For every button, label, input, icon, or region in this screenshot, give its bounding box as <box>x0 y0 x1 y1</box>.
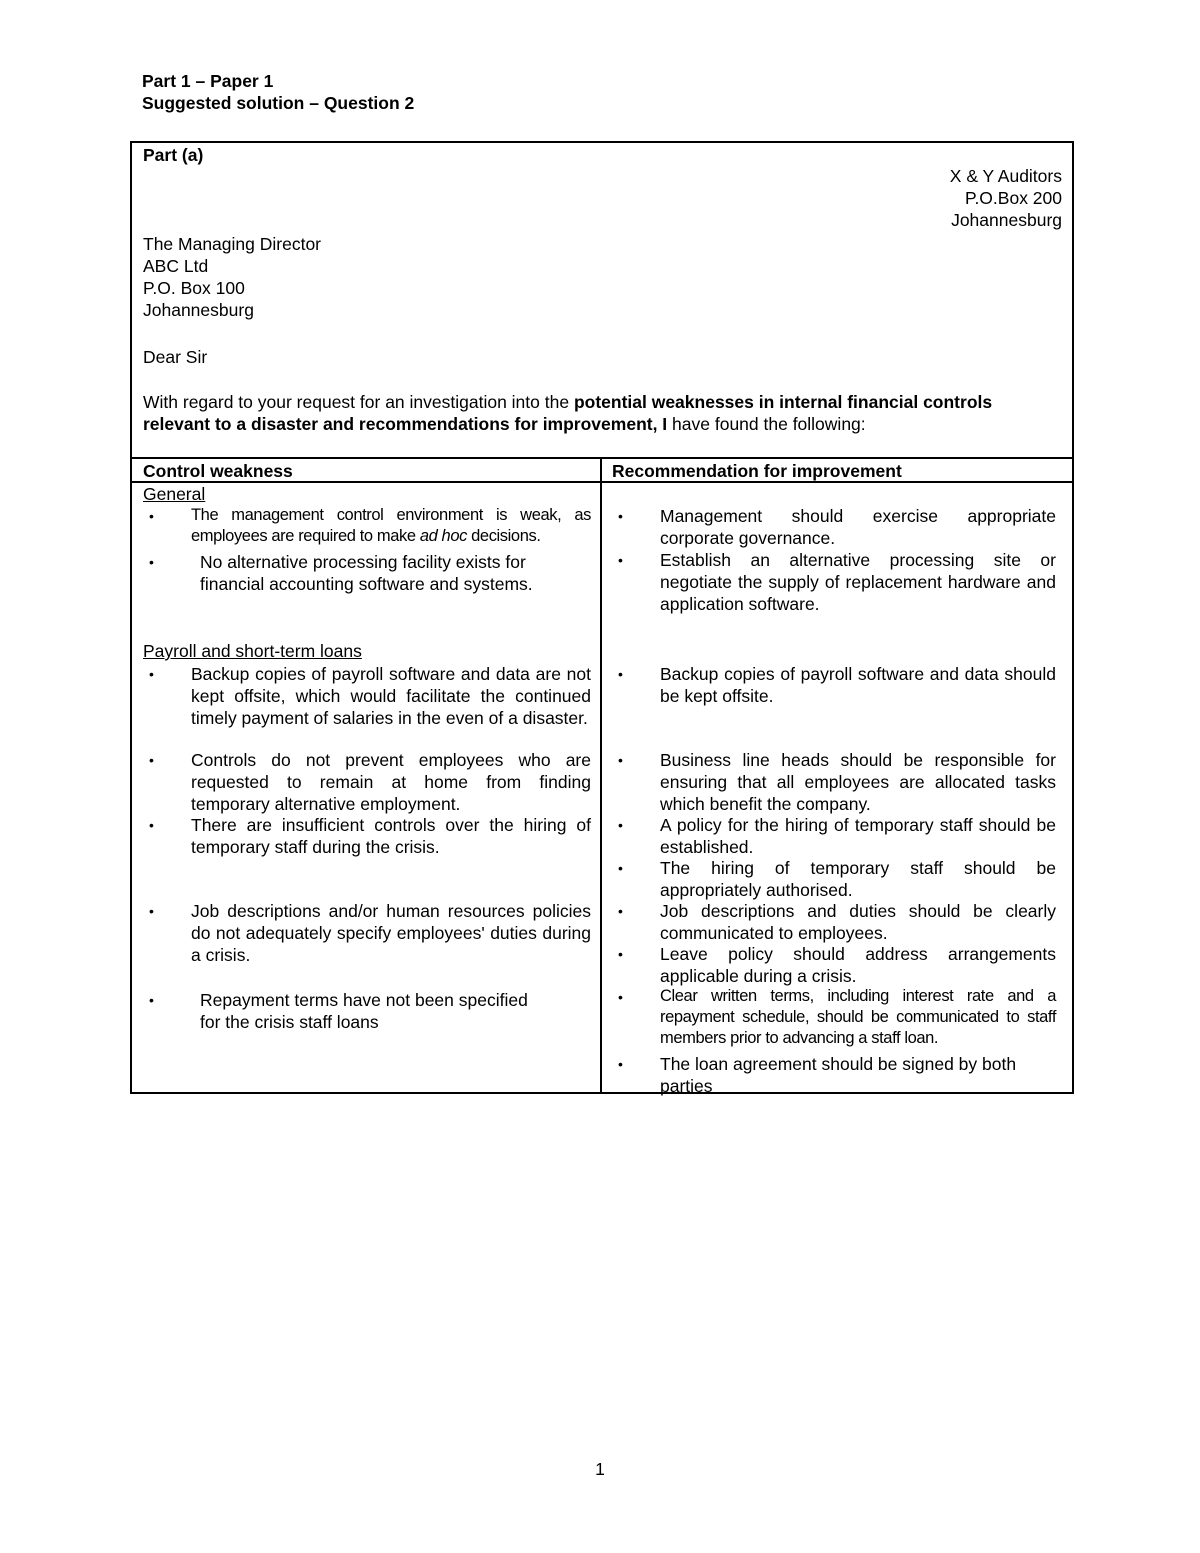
list-item <box>612 1053 1056 1097</box>
weakness-text: Backup copies of payroll software and data are not kept offsite, which would facilitate the continued timely payment of salaries in the even of a disaster. <box>191 664 591 728</box>
bullet-icon: • <box>149 903 154 919</box>
bullet-icon: • <box>149 752 154 768</box>
bullet-icon: • <box>618 946 623 962</box>
intro-bold-text: potential weaknesses in internal financial controls relevant to a disaster and recommendations for improvement, I <box>143 392 993 434</box>
table-divider-top <box>132 457 1072 459</box>
intro-text: With regard to your request for an investigation into the <box>143 392 574 412</box>
recommendation-text: Management should exercise appropriate corporate governance. <box>660 506 1056 548</box>
bullet-icon: • <box>618 903 623 919</box>
bullet-icon: • <box>618 508 623 524</box>
list-item <box>143 749 591 815</box>
bullet-icon: • <box>618 817 623 833</box>
recommendation-text: Job descriptions and duties should be clearly communicated to employees. <box>660 901 1056 943</box>
list-item <box>143 900 591 966</box>
part-label: Part (a) <box>143 145 204 165</box>
bullet-icon: • <box>618 666 623 682</box>
bullet-icon: • <box>618 860 623 876</box>
weakness-text: Job descriptions and/or human resources policies do not adequately specify employees' duties during a crisis. <box>191 901 591 965</box>
recipient-line: The Managing Director <box>143 234 321 254</box>
bullet-icon: • <box>149 508 154 524</box>
sender-line: P.O.Box 200 <box>965 188 1062 208</box>
bullet-icon: • <box>149 666 154 682</box>
list-item <box>612 900 1056 944</box>
weakness-text: Controls do not prevent employees who are requested to remain at home from finding temporary alternative employment. <box>191 750 591 814</box>
list-item <box>612 549 1056 615</box>
bullet-icon: • <box>149 554 154 570</box>
recommendation-text: Backup copies of payroll software and data should be kept offsite. <box>660 664 1056 706</box>
solution-table <box>130 141 1074 1094</box>
italic-term: ad hoc <box>419 527 467 545</box>
bullet-icon: • <box>618 552 623 568</box>
recipient-line: ABC Ltd <box>143 256 209 276</box>
recommendation-text: Establish an alternative processing site or negotiate the supply of replacement hardware and application software. <box>660 550 1056 614</box>
recipient-address <box>143 233 1062 321</box>
list-item <box>612 749 1056 815</box>
recommendation-text: Leave policy should address arrangements applicable during a crisis. <box>660 944 1056 986</box>
weakness-text: No alternative processing facility exists for financial accounting software and systems. <box>200 552 533 594</box>
recipient-line: Johannesburg <box>143 300 254 320</box>
list-item <box>143 989 591 1033</box>
list-item <box>612 505 1056 549</box>
list-item <box>612 814 1056 858</box>
recommendation-text: The loan agreement should be signed by both parties <box>660 1054 1017 1096</box>
weakness-text: The management control environment is weak, as employees are required to make ad hoc decisions. <box>191 506 591 545</box>
list-item <box>612 943 1056 987</box>
bullet-icon: • <box>618 1056 623 1072</box>
sender-address <box>950 165 1062 231</box>
intro-text-end: have found the following: <box>667 414 866 434</box>
salutation: Dear Sir <box>143 347 208 367</box>
recommendation-text: Clear written terms, including interest rate and a repayment schedule, should be communicated to staff members prior to advancing a staff loan. <box>660 987 1056 1047</box>
weakness-text: There are insufficient controls over the hiring of temporary staff during the crisis. <box>191 815 591 857</box>
list-item <box>143 505 591 547</box>
header-line-1: Part 1 – Paper 1 <box>142 71 274 91</box>
weakness-text: Repayment terms have not been specified for the crisis staff loans <box>200 990 528 1032</box>
sender-line: X & Y Auditors <box>949 166 1062 186</box>
recommendation-text: Business line heads should be responsible for ensuring that all employees are allocated tasks which benefit the company. <box>660 750 1056 814</box>
list-item <box>612 857 1056 901</box>
section-title-general: General <box>143 484 206 504</box>
recommendation-text: A policy for the hiring of temporary staff should be established. <box>660 815 1056 857</box>
list-item <box>143 551 591 595</box>
header-line-2: Suggested solution – Question 2 <box>142 93 415 113</box>
sender-line: Johannesburg <box>951 210 1062 230</box>
list-item <box>612 986 1056 1049</box>
document-header <box>142 70 414 114</box>
column-header-recommendation: Recommendation for improvement <box>612 461 902 481</box>
section-title-payroll: Payroll and short-term loans <box>143 641 362 661</box>
intro-paragraph <box>143 391 1062 435</box>
bullet-icon: • <box>618 989 623 1005</box>
recommendation-text: The hiring of temporary staff should be appropriately authorised. <box>660 858 1056 900</box>
bullet-icon: • <box>149 992 154 1008</box>
list-item <box>143 663 591 729</box>
column-header-weakness: Control weakness <box>143 461 293 481</box>
page-number: 1 <box>595 1459 605 1479</box>
list-item <box>612 663 1056 707</box>
bullet-icon: • <box>149 817 154 833</box>
recipient-line: P.O. Box 100 <box>143 278 245 298</box>
list-item <box>143 814 591 858</box>
bullet-icon: • <box>618 752 623 768</box>
column-divider <box>600 457 602 1092</box>
